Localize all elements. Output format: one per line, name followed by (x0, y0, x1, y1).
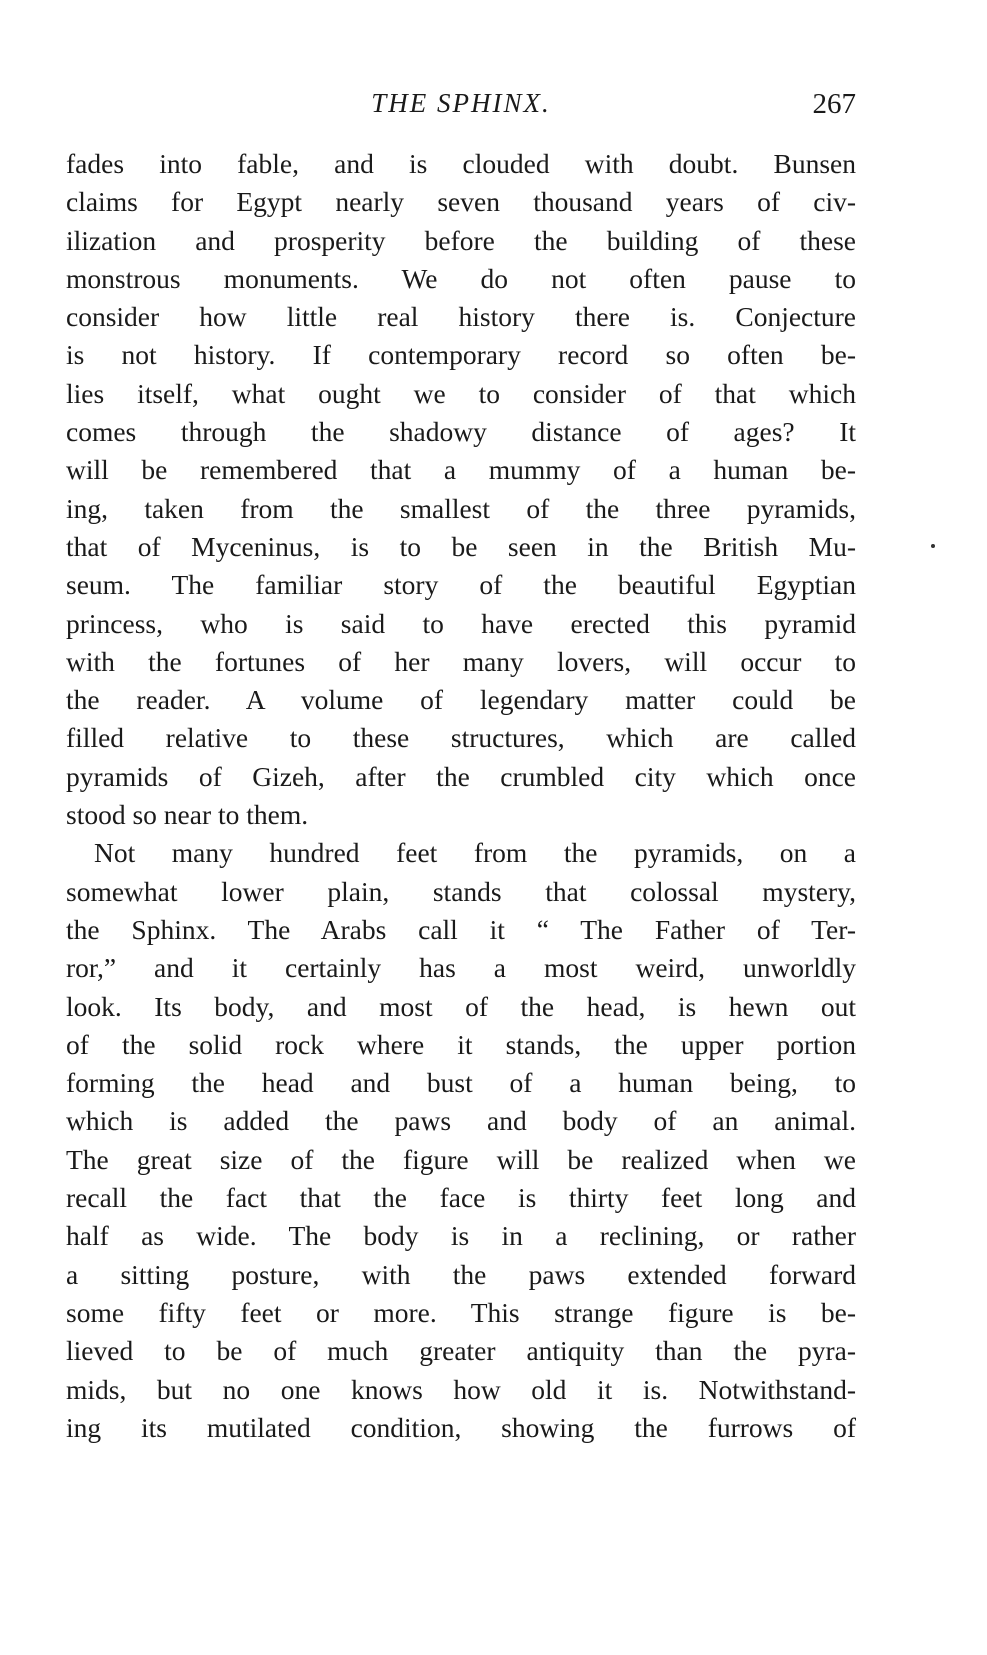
text-line: forming the head and bust of a human being, to (66, 1067, 856, 1099)
text-line: look. Its body, and most of the head, is hewn out (66, 990, 856, 1022)
text-line: lieved to be of much greater antiquity than the pyra- (66, 1335, 856, 1367)
text-line: which is added the paws and body of an animal. (66, 1105, 856, 1137)
body-text (66, 145, 856, 1447)
text-line: comes through the shadowy distance of ages? It (66, 416, 856, 448)
text-line: filled relative to these structures, which are called (66, 722, 856, 754)
text-line: of the solid rock where it stands, the upper portion (66, 1028, 856, 1060)
text-line: monstrous monuments. We do not often pause to (66, 262, 856, 294)
text-line: half as wide. The body is in a reclining, or rather (66, 1220, 856, 1252)
text-line: ing its mutilated condition, showing the furrows of (66, 1411, 856, 1443)
text-line: the reader. A volume of legendary matter could be (66, 684, 856, 716)
text-line: with the fortunes of her many lovers, will occur to (66, 645, 856, 677)
stray-ink-mark (931, 544, 935, 548)
text-line: is not history. If contemporary record so often be- (66, 339, 856, 371)
text-line: stood so near to them. (66, 799, 309, 831)
text-line: princess, who is said to have erected this pyramid (66, 607, 856, 639)
text-line: ing, taken from the smallest of the three pyramids, (66, 492, 856, 524)
text-line: that of Myceninus, is to be seen in the British Mu- (66, 530, 856, 562)
text-line: lies itself, what ought we to consider of that which (66, 377, 856, 409)
text-line: pyramids of Gizeh, after the crumbled city which once (66, 760, 856, 792)
text-line: will be remembered that a mummy of a human be- (66, 454, 856, 486)
text-line: a sitting posture, with the paws extended forward (66, 1258, 856, 1290)
text-line: The great size of the figure will be realized when we (66, 1143, 856, 1175)
text-line: Not many hundred feet from the pyramids, on a (94, 837, 856, 869)
text-line: consider how little real history there is. Conjecture (66, 301, 856, 333)
text-line: ilization and prosperity before the building of these (66, 224, 856, 256)
running-head: THE SPHINX. (371, 88, 551, 118)
text-line: claims for Egypt nearly seven thousand years of civ- (66, 186, 856, 218)
text-line: fades into fable, and is clouded with doubt. Bunsen (66, 148, 856, 179)
text-line: ror,” and it certainly has a most weird, unworldly (66, 952, 856, 984)
text-line: the Sphinx. The Arabs call it “ The Father of Ter- (66, 913, 856, 945)
page-header (66, 88, 856, 128)
text-line: somewhat lower plain, stands that colossal mystery, (66, 875, 856, 907)
text-line: seum. The familiar story of the beautiful Egyptian (66, 569, 856, 601)
text-line: recall the fact that the face is thirty feet long and (66, 1182, 856, 1214)
page-number: 267 (812, 88, 856, 120)
text-line: mids, but no one knows how old it is. Notwithstand- (66, 1373, 856, 1405)
text-line: some fifty feet or more. This strange figure is be- (66, 1296, 856, 1328)
